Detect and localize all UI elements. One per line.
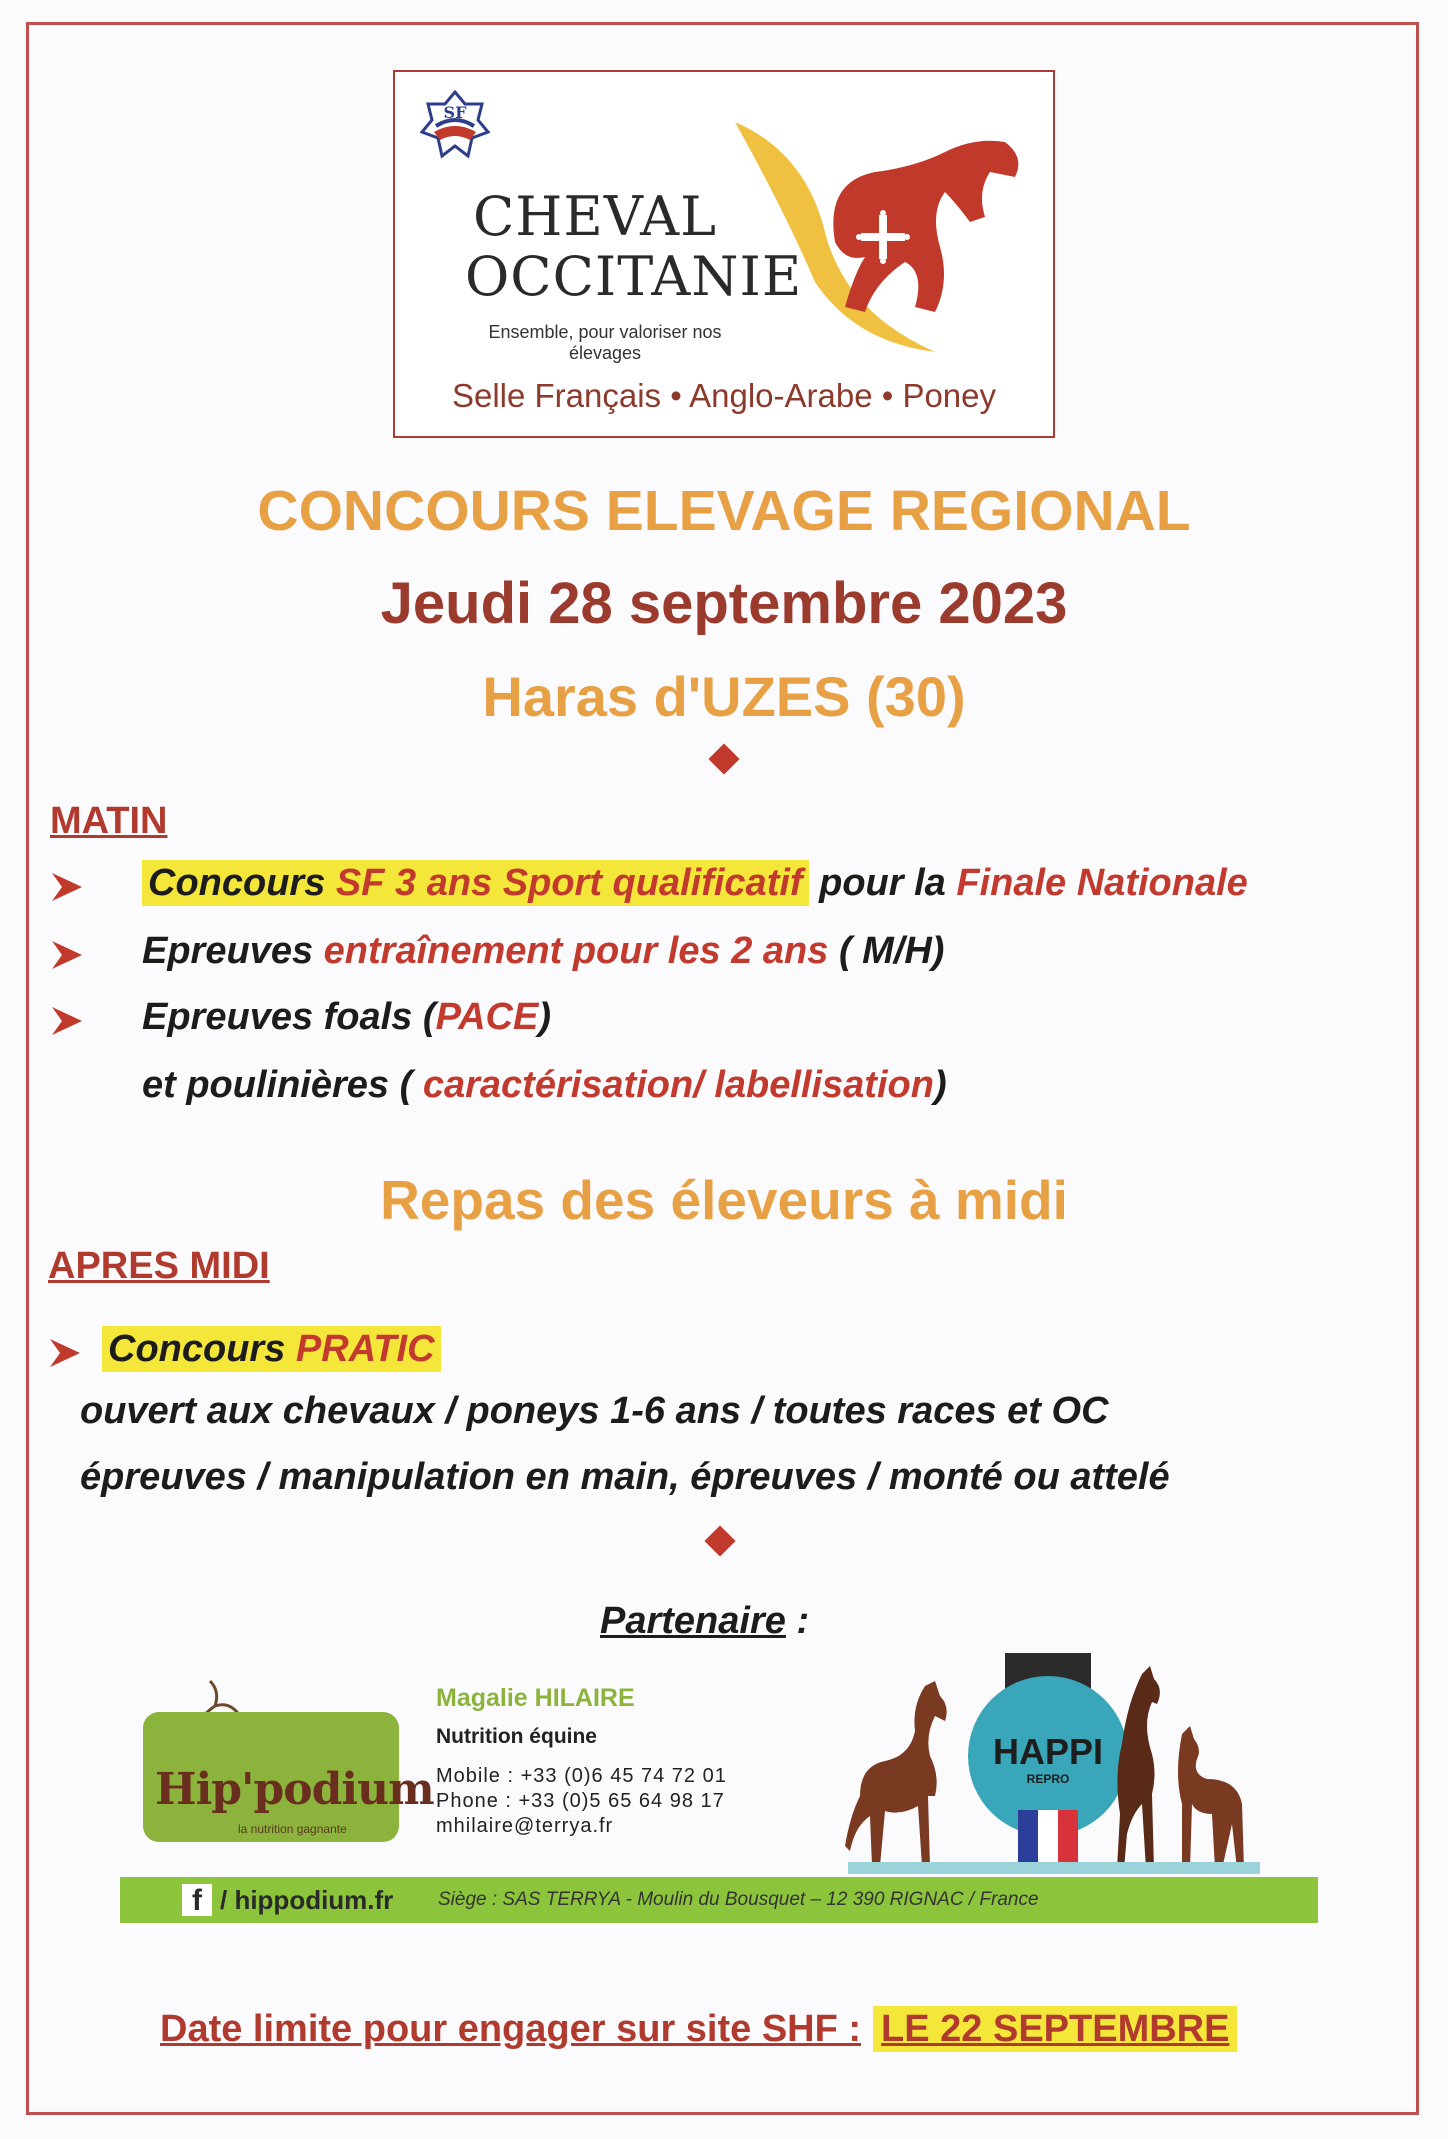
matin-item-3b-b: caractérisation/ labellisation bbox=[422, 1064, 934, 1106]
contact-role: Nutrition équine bbox=[436, 1725, 597, 1748]
hippodium-logo-text: Hip'podium bbox=[155, 1764, 434, 1815]
logo-breeds: Selle Français • Anglo-Arabe • Poney bbox=[451, 377, 997, 414]
matin-item-1-a: Concours bbox=[148, 862, 326, 904]
partner-footer-bar bbox=[120, 1877, 1318, 1923]
sf-badge-text: SF bbox=[443, 103, 467, 122]
contact-phone: Phone : +33 (0)5 65 64 98 17 bbox=[436, 1790, 725, 1812]
event-place: Haras d'UZES (30) bbox=[482, 665, 966, 728]
apres-midi-item-1-b: PRATIC bbox=[295, 1328, 435, 1370]
contact-email: mhilaire@terrya.fr bbox=[436, 1815, 614, 1837]
apres-midi-item-1 bbox=[48, 1328, 441, 1371]
matin-item-1-d: Finale Nationale bbox=[956, 862, 1248, 904]
hippodium-logo bbox=[143, 1712, 434, 1842]
matin-item-3-b: PACE bbox=[435, 996, 539, 1038]
partner-address: Siège : SAS TERRYA - Moulin du Bousquet – 12 390 RIGNAC / France bbox=[438, 1889, 1039, 1910]
hippodium-logo-sub: la nutrition gagnante bbox=[238, 1822, 347, 1836]
foal-horse-icon bbox=[840, 1676, 970, 1872]
partner-title bbox=[600, 1600, 809, 1643]
contact-name: Magalie HILAIRE bbox=[436, 1684, 635, 1712]
matin-item-2-a: Epreuves bbox=[142, 930, 314, 972]
cheval-occitanie-logo bbox=[393, 70, 1055, 438]
event-title: CONCOURS ELEVAGE REGIONAL bbox=[257, 479, 1191, 543]
repas-heading: Repas des éleveurs à midi bbox=[380, 1169, 1068, 1231]
partner-title-colon: : bbox=[785, 1600, 810, 1642]
apres-midi-item-1-a: Concours bbox=[108, 1328, 286, 1370]
pratic-line-2: épreuves / manipulation en main, épreuves / monté ou attelé bbox=[80, 1456, 1170, 1498]
matin-item-3-continued bbox=[142, 1064, 947, 1107]
matin-item-3-a: Epreuves foals ( bbox=[142, 996, 436, 1038]
facebook-icon[interactable]: f bbox=[182, 1884, 212, 1916]
matin-item-2-b: entraînement pour les 2 ans bbox=[323, 930, 829, 972]
matin-item-1-b: SF 3 ans Sport qualificatif bbox=[335, 862, 803, 904]
arrow-bullet-icon bbox=[48, 1336, 82, 1370]
horse-image-base bbox=[848, 1862, 1260, 1874]
matin-item-3-c: ) bbox=[538, 996, 551, 1038]
jumping-horse-icon bbox=[715, 112, 1035, 372]
hippodium-website-link[interactable]: / hippodium.fr bbox=[220, 1885, 394, 1915]
arrow-bullet-icon bbox=[50, 870, 84, 904]
apres-midi-title: APRES MIDI bbox=[48, 1245, 270, 1287]
matin-item-3b-a: et poulinières ( bbox=[142, 1064, 413, 1106]
matin-item-2 bbox=[50, 930, 944, 973]
registration-deadline bbox=[160, 2008, 1237, 2051]
event-date: Jeudi 28 septembre 2023 bbox=[380, 571, 1068, 636]
deadline-date: LE 22 SEPTEMBRE bbox=[873, 2006, 1237, 2052]
mare-and-foal-icon bbox=[1112, 1664, 1252, 1874]
logo-title bbox=[465, 185, 803, 308]
happi-logo-text: HAPPI bbox=[992, 1731, 1104, 1772]
happi-logo-sub: REPRO bbox=[1026, 1772, 1070, 1786]
matin-item-2-c: ( M/H) bbox=[838, 930, 945, 972]
logo-title-line2: OCCITANIE bbox=[465, 245, 803, 308]
sf-badge-icon bbox=[420, 90, 490, 160]
matin-item-3b-c: ) bbox=[933, 1064, 947, 1106]
french-flag-icon bbox=[1018, 1810, 1078, 1868]
arrow-bullet-icon bbox=[50, 938, 84, 972]
matin-item-3 bbox=[50, 996, 551, 1039]
matin-title: MATIN bbox=[50, 800, 168, 842]
pratic-line-1: ouvert aux chevaux / poneys 1-6 ans / toutes races et OC bbox=[80, 1390, 1109, 1432]
partner-contact bbox=[436, 1684, 727, 1838]
logo-title-line1: CHEVAL bbox=[472, 185, 718, 248]
matin-item-1-c: pour la bbox=[819, 862, 946, 904]
logo-tagline: Ensemble, pour valoriser nos élevages bbox=[488, 322, 722, 363]
arrow-bullet-icon bbox=[50, 1004, 84, 1038]
deadline-text: Date limite pour engager sur site SHF : bbox=[160, 2008, 862, 2050]
contact-mobile: Mobile : +33 (0)6 45 74 72 01 bbox=[436, 1765, 727, 1787]
matin-item-1 bbox=[50, 862, 1248, 905]
partner-title-text: Partenaire bbox=[600, 1600, 786, 1642]
